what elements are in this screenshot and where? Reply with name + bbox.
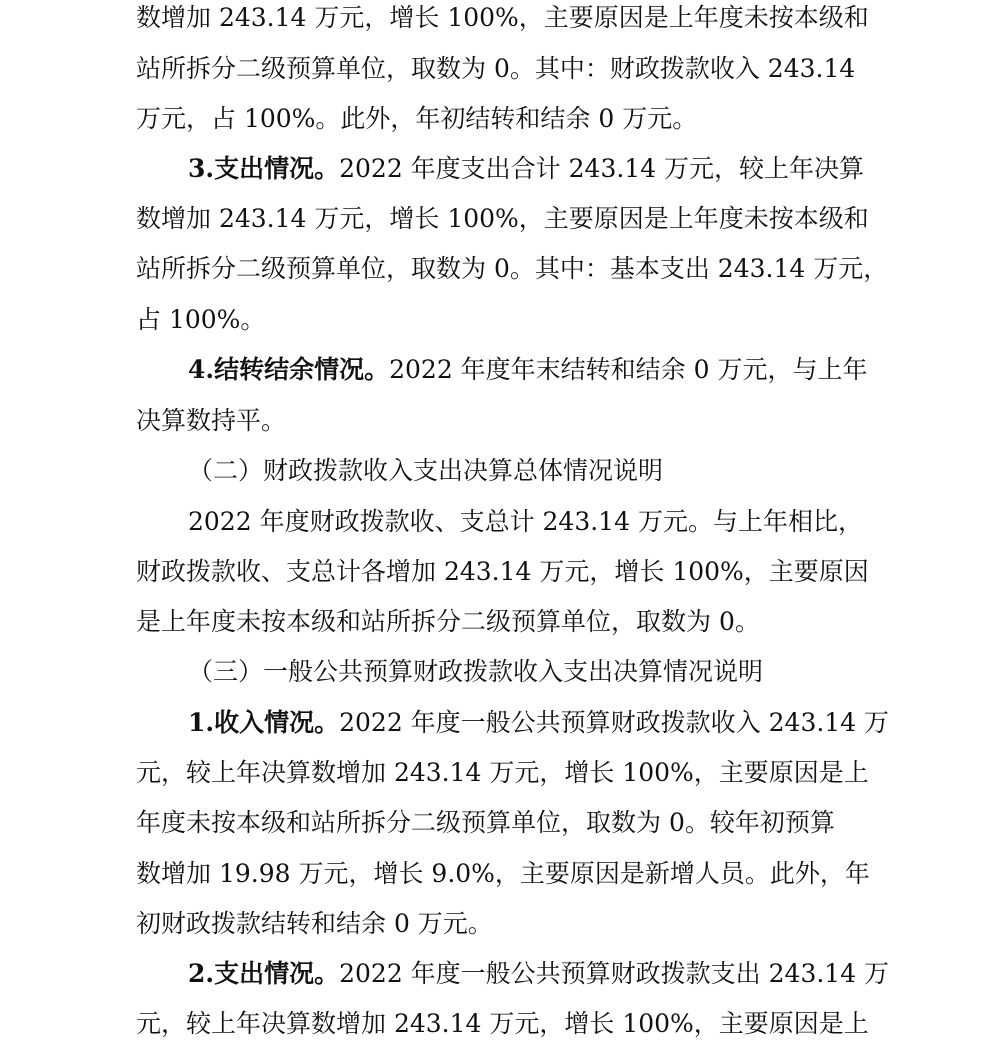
p3-title: 4.结转结余情况。 bbox=[188, 355, 390, 384]
p4-line-2: 财政拨款收、支总计各增加 243.14 万元，增长 100%，主要原因 bbox=[136, 557, 869, 586]
p2-line-4: 占 100%。 bbox=[136, 305, 266, 334]
p5-line-5: 初财政拨款结转和结余 0 万元。 bbox=[136, 909, 493, 938]
p5-line-4: 数增加 19.98 万元，增长 9.0%，主要原因是新增人员。此外，年 bbox=[136, 859, 870, 888]
p3-line-1: 4.结转结余情况。2022 年度年末结转和结余 0 万元，与上年 bbox=[188, 355, 868, 384]
section-heading-2: （二）财政拨款收入支出决算总体情况说明 bbox=[188, 456, 664, 485]
p5-title: 1.收入情况。 bbox=[188, 708, 340, 737]
p5-line-1: 1.收入情况。2022 年度一般公共预算财政拨款收入 243.14 万 bbox=[188, 708, 890, 737]
p2-title: 3.支出情况。 bbox=[188, 154, 340, 183]
p2-line-3: 站所拆分二级预算单位，取数为 0。其中：基本支出 243.14 万元， bbox=[136, 254, 889, 283]
p6-line-2: 元，较上年决算数增加 243.14 万元，增长 100%，主要原因是上 bbox=[136, 1009, 869, 1038]
p3-line-2: 决算数持平。 bbox=[136, 406, 287, 435]
p4-line-1: 2022 年度财政拨款收、支总计 243.14 万元。与上年相比， bbox=[188, 507, 863, 536]
p2-line-2: 数增加 243.14 万元，增长 100%，主要原因是上年度未按本级和 bbox=[136, 204, 869, 233]
p1-line-1: 数增加 243.14 万元，增长 100%，主要原因是上年度未按本级和 bbox=[136, 3, 869, 32]
p2-line-1: 3.支出情况。2022 年度支出合计 243.14 万元，较上年决算 bbox=[188, 154, 865, 183]
section-heading-3: （三）一般公共预算财政拨款收入支出决算情况说明 bbox=[188, 657, 764, 686]
p6-title: 2.支出情况。 bbox=[188, 959, 340, 988]
p5-line-2: 元，较上年决算数增加 243.14 万元，增长 100%，主要原因是上 bbox=[136, 758, 869, 787]
p6-line-1: 2.支出情况。2022 年度一般公共预算财政拨款支出 243.14 万 bbox=[188, 959, 890, 988]
p1-line-2: 站所拆分二级预算单位，取数为 0。其中：财政拨款收入 243.14 bbox=[136, 54, 856, 83]
p4-line-3: 是上年度未按本级和站所拆分二级预算单位，取数为 0。 bbox=[136, 607, 760, 636]
p5-line-3: 年度未按本级和站所拆分二级预算单位，取数为 0。较年初预算 bbox=[136, 808, 835, 837]
p1-line-3: 万元，占 100%。此外，年初结转和结余 0 万元。 bbox=[136, 104, 698, 133]
